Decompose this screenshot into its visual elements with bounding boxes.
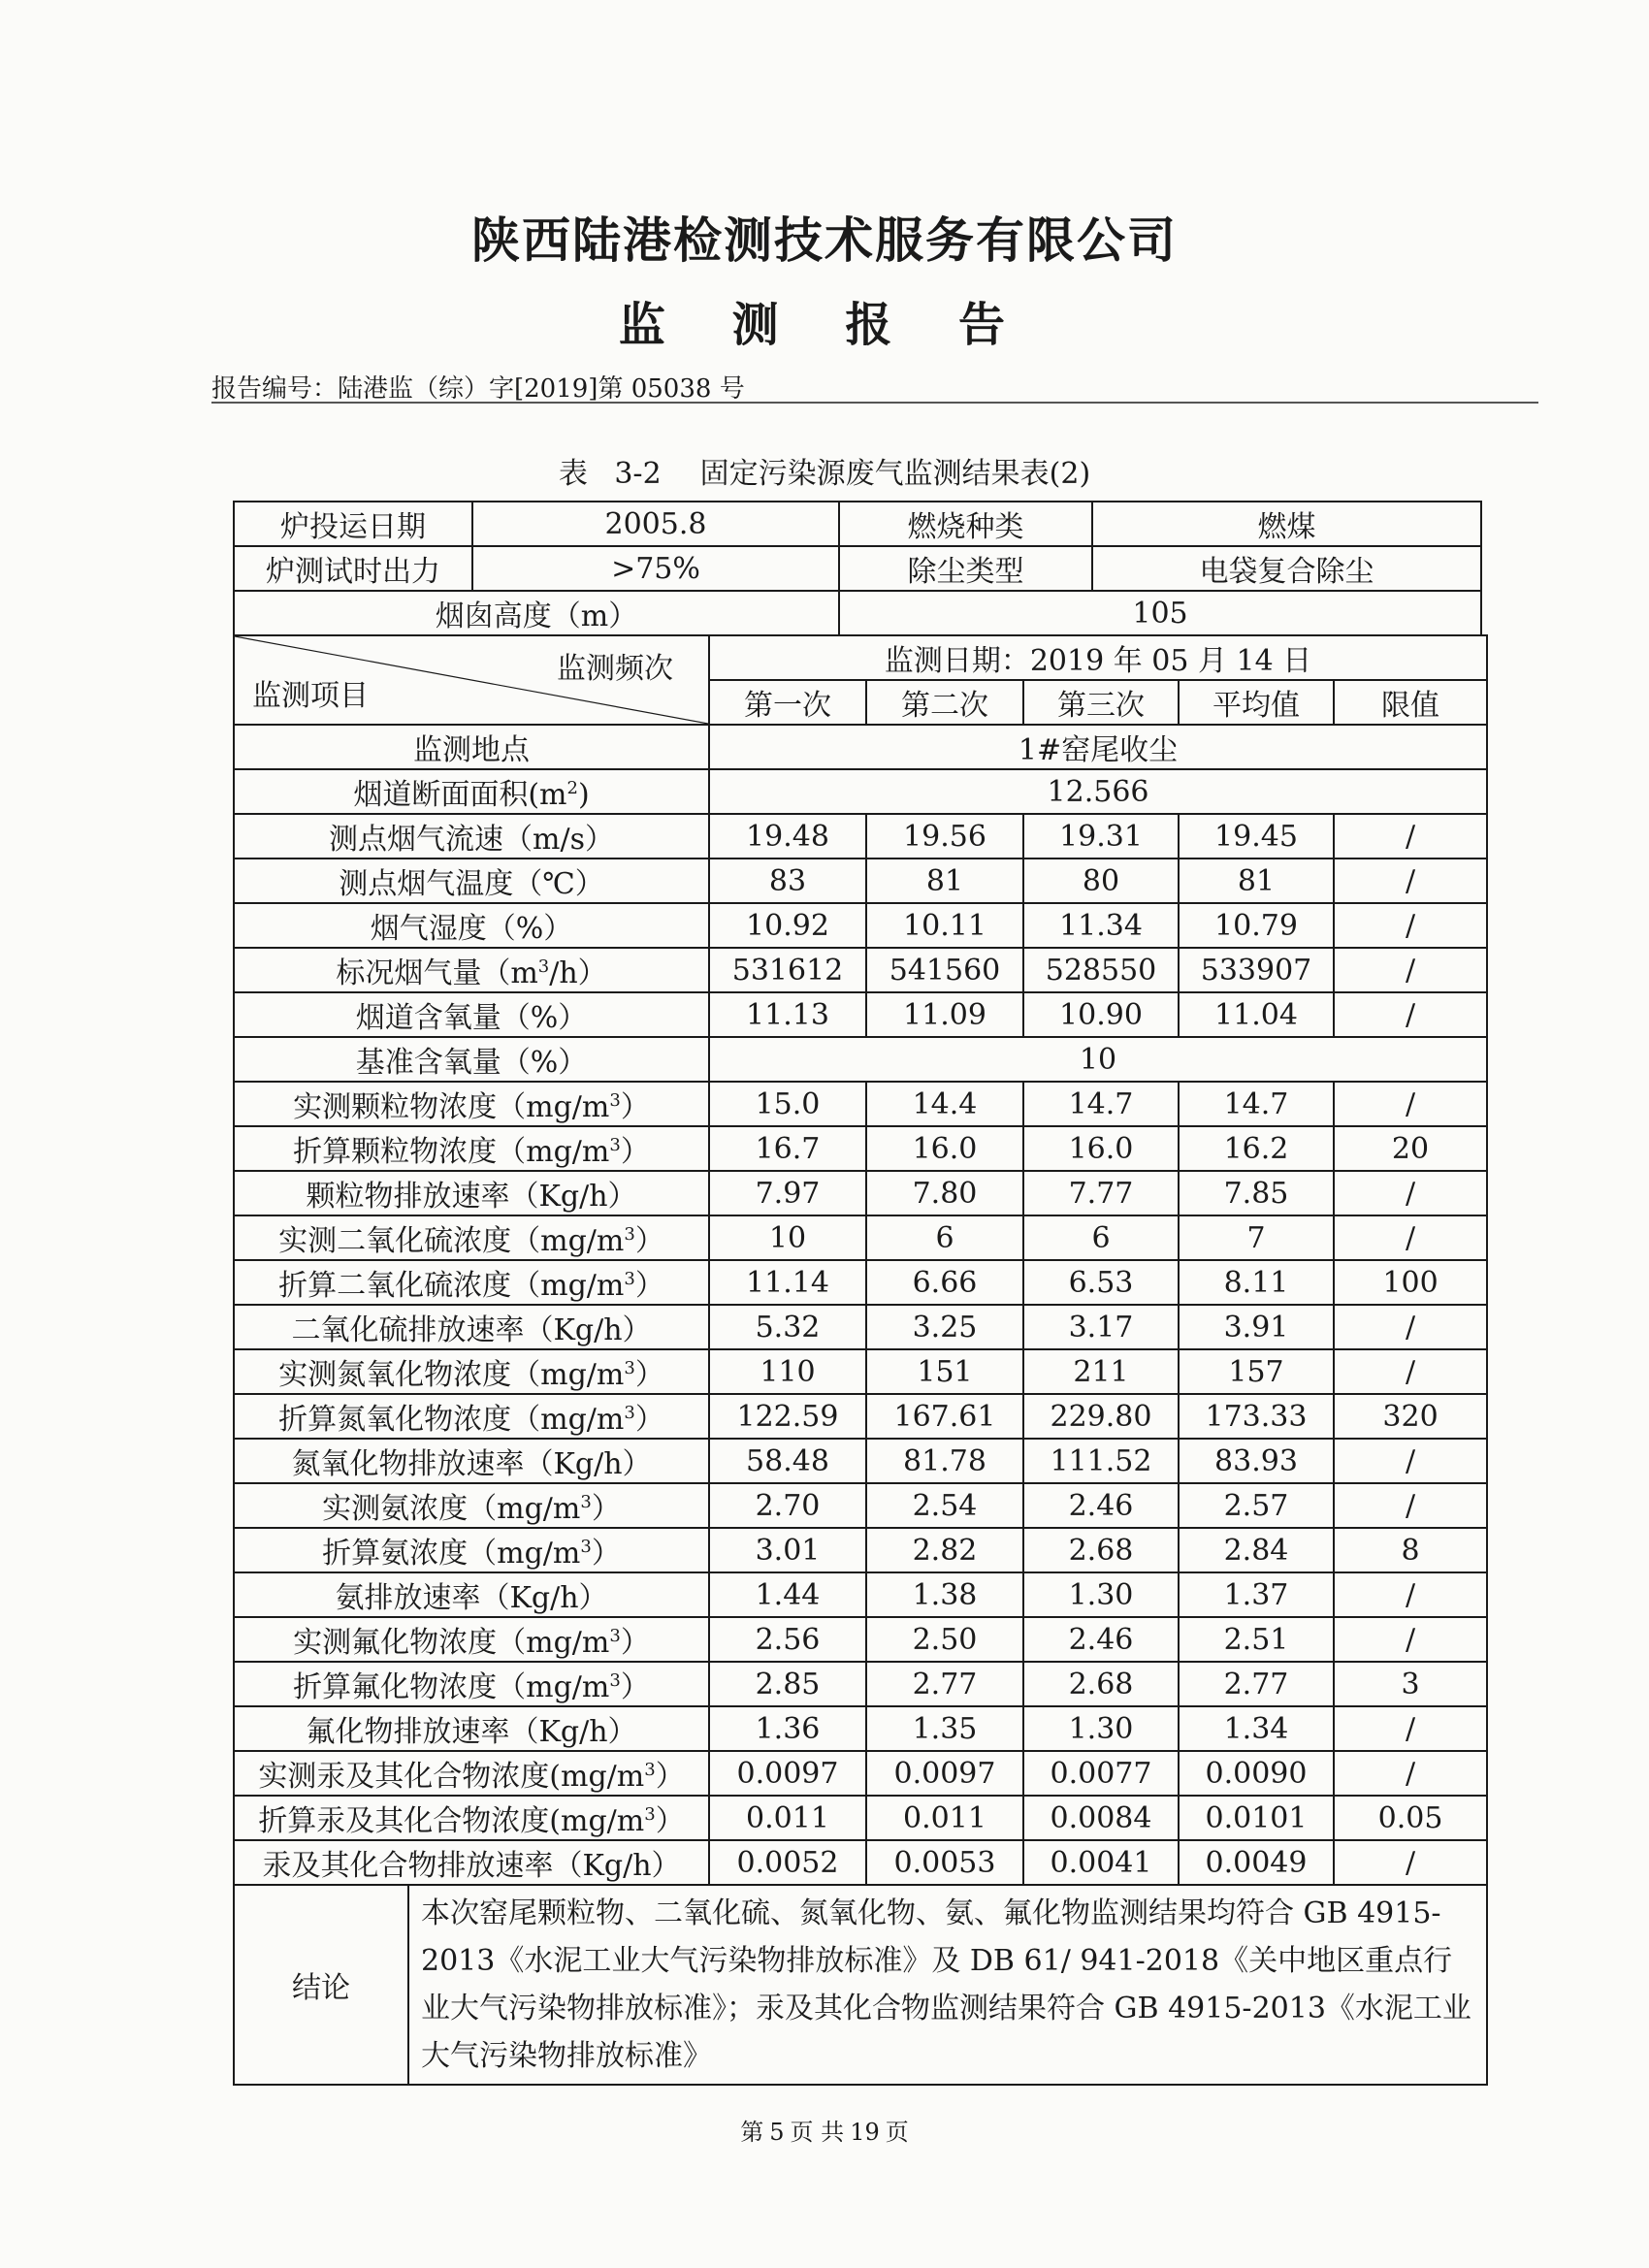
value-third: 3.17 xyxy=(1023,1305,1179,1349)
value-first: 83 xyxy=(709,859,866,903)
oxygen-reference-value: 10 xyxy=(709,1037,1487,1082)
value-average: 7.85 xyxy=(1179,1171,1334,1215)
value-third: 7.77 xyxy=(1023,1171,1179,1215)
location-label: 监测地点 xyxy=(234,725,709,769)
row-label: 折算氟化物浓度$(mg/m^3)$ xyxy=(234,1662,709,1706)
value-limit: / xyxy=(1334,1706,1487,1751)
value-third: 211 xyxy=(1023,1349,1179,1394)
value-second: 1.38 xyxy=(866,1572,1023,1617)
table-row xyxy=(234,1840,1487,1885)
table-caption xyxy=(0,449,1649,492)
value-second: 0.0097 xyxy=(866,1751,1023,1796)
table-row xyxy=(234,1126,1487,1171)
frequency-label: 监测频次 xyxy=(557,652,673,686)
value-third: 1.30 xyxy=(1023,1706,1179,1751)
value-first: 3.01 xyxy=(709,1528,866,1572)
value-first: 5.32 xyxy=(709,1305,866,1349)
value-limit: 100 xyxy=(1334,1260,1487,1305)
row-label: 实测氟化物浓度$(mg/m^3)$ xyxy=(234,1617,709,1662)
value-third: 1.30 xyxy=(1023,1572,1179,1617)
row-label: 实测汞及其化合物浓度$(mg/m^3)$ xyxy=(234,1751,709,1796)
report-number: 报告编号：陆港监（综）字[2019]第 05038 号 xyxy=(211,374,745,404)
table-row xyxy=(234,1617,1487,1662)
oxygen-reference-label: 基准含氧量（%） xyxy=(234,1037,709,1082)
value-third: 2.68 xyxy=(1023,1662,1179,1706)
value-second: 1.35 xyxy=(866,1706,1023,1751)
value-average: 2.77 xyxy=(1179,1662,1334,1706)
value-third: 19.31 xyxy=(1023,814,1179,859)
value-first: 0.011 xyxy=(709,1796,866,1840)
table-row xyxy=(234,1706,1487,1751)
value-average: 2.51 xyxy=(1179,1617,1334,1662)
page-total: 19 xyxy=(850,2119,880,2146)
value-average: 10.79 xyxy=(1179,903,1334,948)
value-first: 1.36 xyxy=(709,1706,866,1751)
value-second: 167.61 xyxy=(866,1394,1023,1439)
table-row xyxy=(234,903,1487,948)
value-average: 1.34 xyxy=(1179,1706,1334,1751)
value-second: 0.0053 xyxy=(866,1840,1023,1885)
row-label: 实测氮氧化物浓度$(mg/m^3)$ xyxy=(234,1349,709,1394)
value-first: 0.0052 xyxy=(709,1840,866,1885)
table-row xyxy=(234,1260,1487,1305)
page-footer: 第 5 页 共 19 页 xyxy=(740,2119,909,2146)
value-third: 0.0077 xyxy=(1023,1751,1179,1796)
table-row xyxy=(234,1215,1487,1260)
value-third: 2.68 xyxy=(1023,1528,1179,1572)
info-row xyxy=(234,591,1481,635)
value-average: 0.0101 xyxy=(1179,1796,1334,1840)
value-second: 2.50 xyxy=(866,1617,1023,1662)
value-third: 528550 xyxy=(1023,948,1179,992)
value-second: 11.09 xyxy=(866,992,1023,1037)
table-row xyxy=(234,1796,1487,1840)
row-label: 折算氨浓度$(mg/m^3)$ xyxy=(234,1528,709,1572)
value-third: 16.0 xyxy=(1023,1126,1179,1171)
area-row xyxy=(234,769,1487,814)
table-row xyxy=(234,1572,1487,1617)
table-row xyxy=(234,1171,1487,1215)
oxygen-reference-row xyxy=(234,1037,1487,1082)
value-limit: / xyxy=(1334,859,1487,903)
value-average: 0.0090 xyxy=(1179,1751,1334,1796)
value-first: 2.70 xyxy=(709,1483,866,1528)
table-row xyxy=(234,948,1487,992)
value-average: 533907 xyxy=(1179,948,1334,992)
value-first: 58.48 xyxy=(709,1439,866,1483)
location-row xyxy=(234,725,1487,769)
value-average: 173.33 xyxy=(1179,1394,1334,1439)
fuel-type-label: 燃烧种类 xyxy=(839,502,1092,546)
value-limit: / xyxy=(1334,1617,1487,1662)
value-limit: / xyxy=(1334,1215,1487,1260)
conclusion-label: 结论 xyxy=(234,1885,408,2085)
col-first: 第一次 xyxy=(709,680,866,725)
item-label: 监测项目 xyxy=(252,679,369,713)
value-second: 6 xyxy=(866,1215,1023,1260)
table-row xyxy=(234,1349,1487,1394)
value-third: 6 xyxy=(1023,1215,1179,1260)
value-average: 19.45 xyxy=(1179,814,1334,859)
value-third: 11.34 xyxy=(1023,903,1179,948)
table-title: 固定污染源废气监测结果表(2) xyxy=(699,457,1091,491)
value-limit: / xyxy=(1334,1082,1487,1126)
value-second: 6.66 xyxy=(866,1260,1023,1305)
value-first: 11.13 xyxy=(709,992,866,1037)
table-row xyxy=(234,1439,1487,1483)
info-row xyxy=(234,502,1481,546)
value-second: 151 xyxy=(866,1349,1023,1394)
row-label: 折算汞及其化合物浓度$(mg/m^3)$ xyxy=(234,1796,709,1840)
row-label: 测点烟气流速（m/s） xyxy=(234,814,709,859)
value-limit: / xyxy=(1334,814,1487,859)
value-first: 2.85 xyxy=(709,1662,866,1706)
conclusion-text: 本次窑尾颗粒物、二氧化硫、氮氧化物、氨、氟化物监测结果均符合 GB 4915-2013《水泥工业大气污染物排放标准》及 DB 61/ 941-2018《关中地区重点行业大气污染物排放标准》；汞及其化合物监测结果符合 GB 4915-2013《水泥工业大气污染物排放标准》 xyxy=(408,1885,1487,2085)
value-first: 10 xyxy=(709,1215,866,1260)
row-label: 烟道含氧量（%） xyxy=(234,992,709,1037)
value-third: 229.80 xyxy=(1023,1394,1179,1439)
value-second: 10.11 xyxy=(866,903,1023,948)
table-row xyxy=(234,1483,1487,1528)
value-second: 2.82 xyxy=(866,1528,1023,1572)
conclusion-row xyxy=(234,1885,1487,2085)
value-limit: 8 xyxy=(1334,1528,1487,1572)
diagonal-header-cell xyxy=(234,635,709,725)
value-limit: / xyxy=(1334,1305,1487,1349)
value-second: 2.77 xyxy=(866,1662,1023,1706)
row-label: 标况烟气量$(m^3/h)$ xyxy=(234,948,709,992)
value-third: 0.0041 xyxy=(1023,1840,1179,1885)
value-limit: / xyxy=(1334,1751,1487,1796)
value-third: 6.53 xyxy=(1023,1260,1179,1305)
table-row xyxy=(234,1528,1487,1572)
value-second: 81.78 xyxy=(866,1439,1023,1483)
value-first: 0.0097 xyxy=(709,1751,866,1796)
value-limit: / xyxy=(1334,948,1487,992)
value-average: 7 xyxy=(1179,1215,1334,1260)
value-second: 16.0 xyxy=(866,1126,1023,1171)
value-third: 80 xyxy=(1023,859,1179,903)
row-label: 氮氧化物排放速率（Kg/h） xyxy=(234,1439,709,1483)
value-limit: / xyxy=(1334,1572,1487,1617)
table-row xyxy=(234,814,1487,859)
table-row xyxy=(234,1394,1487,1439)
boiler-info-table xyxy=(233,501,1482,636)
value-average: 2.57 xyxy=(1179,1483,1334,1528)
value-limit: / xyxy=(1334,1439,1487,1483)
value-limit: 0.05 xyxy=(1334,1796,1487,1840)
table-row xyxy=(234,1082,1487,1126)
value-first: 19.48 xyxy=(709,814,866,859)
value-limit: / xyxy=(1334,1171,1487,1215)
value-second: 3.25 xyxy=(866,1305,1023,1349)
test-load-value: >75% xyxy=(472,546,839,591)
value-average: 81 xyxy=(1179,859,1334,903)
value-limit: / xyxy=(1334,992,1487,1037)
col-limit: 限值 xyxy=(1334,680,1487,725)
value-first: 7.97 xyxy=(709,1171,866,1215)
page-number: 5 xyxy=(769,2119,785,2146)
row-label: 氨排放速率（Kg/h） xyxy=(234,1572,709,1617)
value-average: 83.93 xyxy=(1179,1439,1334,1483)
value-second: 541560 xyxy=(866,948,1023,992)
value-third: 0.0084 xyxy=(1023,1796,1179,1840)
location-value: 1#窑尾收尘 xyxy=(709,725,1487,769)
col-second: 第二次 xyxy=(866,680,1023,725)
value-limit: 320 xyxy=(1334,1394,1487,1439)
value-second: 7.80 xyxy=(866,1171,1023,1215)
stack-height-value: 105 xyxy=(839,591,1481,635)
monitoring-results-table xyxy=(233,634,1488,2086)
value-average: 8.11 xyxy=(1179,1260,1334,1305)
value-third: 111.52 xyxy=(1023,1439,1179,1483)
value-limit: 3 xyxy=(1334,1662,1487,1706)
value-third: 14.7 xyxy=(1023,1082,1179,1126)
stack-height-label: 烟囱高度（m） xyxy=(234,591,839,635)
value-first: 15.0 xyxy=(709,1082,866,1126)
row-label: 折算二氧化硫浓度$(mg/m^3)$ xyxy=(234,1260,709,1305)
value-first: 122.59 xyxy=(709,1394,866,1439)
row-label: 实测二氧化硫浓度$(mg/m^3)$ xyxy=(234,1215,709,1260)
value-second: 0.011 xyxy=(866,1796,1023,1840)
value-limit: / xyxy=(1334,1840,1487,1885)
area-label: 烟道断面面积$(m^2)$ xyxy=(234,769,709,814)
row-label: 颗粒物排放速率（Kg/h） xyxy=(234,1171,709,1215)
row-label: 烟气湿度（%） xyxy=(234,903,709,948)
row-label: 实测氨浓度$(mg/m^3)$ xyxy=(234,1483,709,1528)
report-title: 监 测 报 告 xyxy=(618,298,1031,352)
fuel-type-value: 燃煤 xyxy=(1092,502,1481,546)
row-label: 测点烟气温度（℃） xyxy=(234,859,709,903)
header-row xyxy=(234,635,1487,680)
table-row xyxy=(234,1751,1487,1796)
value-first: 2.56 xyxy=(709,1617,866,1662)
header-rule xyxy=(211,402,1538,404)
info-row xyxy=(234,546,1481,591)
value-average: 0.0049 xyxy=(1179,1840,1334,1885)
value-first: 531612 xyxy=(709,948,866,992)
row-label: 氟化物排放速率（Kg/h） xyxy=(234,1706,709,1751)
value-first: 16.7 xyxy=(709,1126,866,1171)
value-first: 10.92 xyxy=(709,903,866,948)
monitoring-date: 监测日期：2019 年 05 月 14 日 xyxy=(709,635,1487,680)
value-average: 11.04 xyxy=(1179,992,1334,1037)
test-load-label: 炉测试时出力 xyxy=(234,546,472,591)
value-average: 3.91 xyxy=(1179,1305,1334,1349)
value-limit: / xyxy=(1334,903,1487,948)
value-second: 2.54 xyxy=(866,1483,1023,1528)
value-average: 14.7 xyxy=(1179,1082,1334,1126)
row-label: 折算颗粒物浓度$(mg/m^3)$ xyxy=(234,1126,709,1171)
col-average: 平均值 xyxy=(1179,680,1334,725)
value-third: 10.90 xyxy=(1023,992,1179,1037)
value-first: 110 xyxy=(709,1349,866,1394)
value-limit: 20 xyxy=(1334,1126,1487,1171)
table-row xyxy=(234,992,1487,1037)
value-second: 81 xyxy=(866,859,1023,903)
row-label: 二氧化硫排放速率（Kg/h） xyxy=(234,1305,709,1349)
value-first: 1.44 xyxy=(709,1572,866,1617)
company-name: 陕西陆港检测技术服务有限公司 xyxy=(471,211,1178,269)
table-row xyxy=(234,1305,1487,1349)
row-label: 汞及其化合物排放速率（Kg/h） xyxy=(234,1840,709,1885)
value-second: 19.56 xyxy=(866,814,1023,859)
value-average: 16.2 xyxy=(1179,1126,1334,1171)
value-first: 11.14 xyxy=(709,1260,866,1305)
commission-date-value: 2005.8 xyxy=(472,502,839,546)
value-third: 2.46 xyxy=(1023,1483,1179,1528)
commission-date-label: 炉投运日期 xyxy=(234,502,472,546)
row-label: 折算氮氧化物浓度$(mg/m^3)$ xyxy=(234,1394,709,1439)
col-third: 第三次 xyxy=(1023,680,1179,725)
dust-removal-value: 电袋复合除尘 xyxy=(1092,546,1481,591)
dust-removal-label: 除尘类型 xyxy=(839,546,1092,591)
value-average: 1.37 xyxy=(1179,1572,1334,1617)
value-third: 2.46 xyxy=(1023,1617,1179,1662)
area-value: 12.566 xyxy=(709,769,1487,814)
value-second: 14.4 xyxy=(866,1082,1023,1126)
table-row xyxy=(234,859,1487,903)
row-label: 实测颗粒物浓度$(mg/m^3)$ xyxy=(234,1082,709,1126)
value-limit: / xyxy=(1334,1483,1487,1528)
value-average: 2.84 xyxy=(1179,1528,1334,1572)
table-row xyxy=(234,1662,1487,1706)
value-average: 157 xyxy=(1179,1349,1334,1394)
value-limit: / xyxy=(1334,1349,1487,1394)
table-number: 表 3-2 xyxy=(558,457,662,491)
